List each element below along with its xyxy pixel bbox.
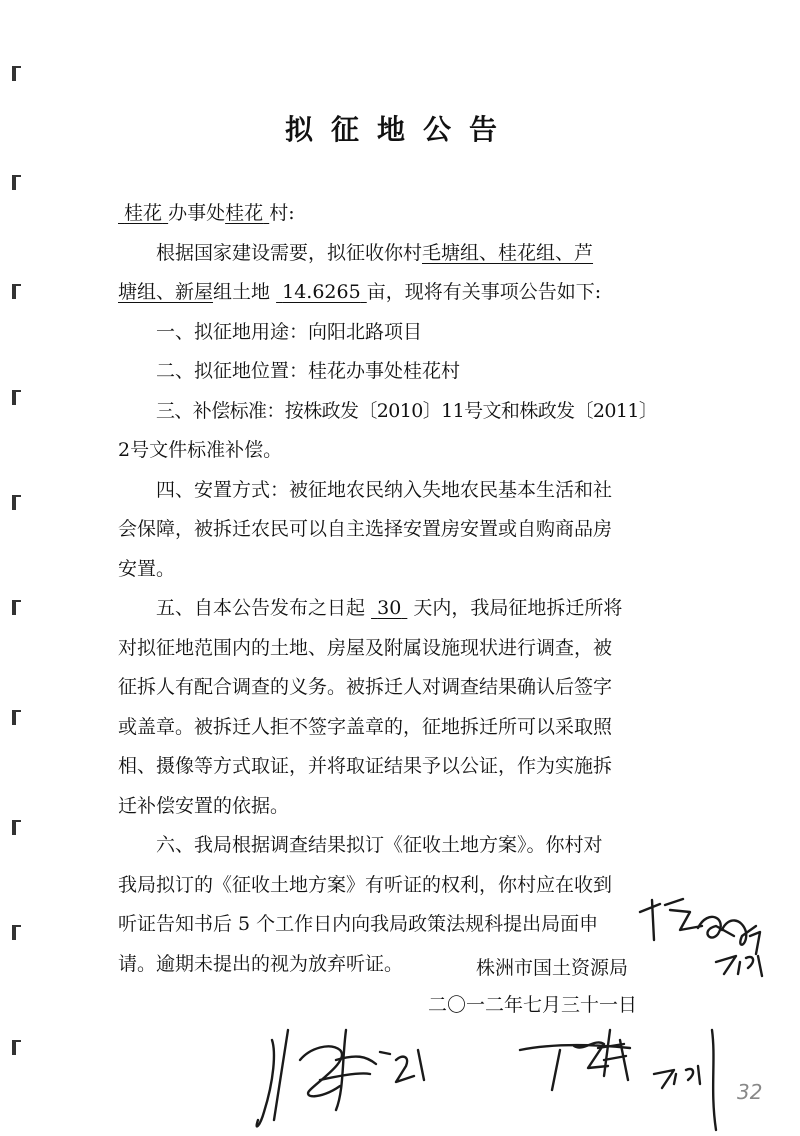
item-6-line-3: 听证告知书后 5 个工作日内向我局政策法规科提出局面申 (118, 913, 599, 935)
item-4-line-1: 四、安置方式：被征地农民纳入失地农民基本生活和社 (156, 478, 613, 501)
issuing-organization: 株洲市国土资源局 (476, 957, 629, 979)
item-4-line-2: 会保障，被拆迁农民可以自主选择安置房安置或自购商品房 (118, 518, 613, 540)
item-5-line-5: 相、摄像等方式取证，并将取证结果予以公证，作为实施拆 (118, 755, 613, 777)
signature-lower-middle (520, 1030, 716, 1130)
item-3-line-2: 2号文件标准补偿。 (118, 439, 283, 461)
item-3-line-1: 三、补偿标准：按株政发〔2010〕11号文和株政发〔2011〕 (156, 399, 658, 422)
item-5-line-4: 或盖章。被拆迁人拒不签字盖章的，征地拆迁所可以采取照 (118, 715, 613, 738)
item-text: 天内，我局征地拆迁所将 (413, 597, 623, 619)
group-names: 毛塘组、桂花组、芦 (422, 241, 594, 264)
office-name: 桂花 (124, 202, 163, 224)
land-area: 14.6265 (282, 281, 361, 303)
page-number: 32 (737, 1080, 763, 1104)
item-4-line-3: 安置。 (118, 557, 176, 580)
issue-date: 二〇一二年七月三十一日 (428, 994, 638, 1016)
village-name: 桂花 (225, 202, 264, 224)
intro-text: 根据国家建设需要，拟征收你村 (156, 241, 423, 264)
intro-text: 组土地 (213, 281, 271, 303)
office-suffix: 办事处 (168, 202, 226, 224)
group-names: 塘组、新屋 (118, 281, 214, 303)
intro-text: 亩，现将有关事项公告如下: (366, 281, 602, 303)
item-2: 二、拟征地位置：桂花办事处桂花村 (156, 360, 461, 382)
days-count: 30 (377, 597, 402, 619)
item-6-line-1: 六、我局根据调查结果拟订《征收土地方案》。你村对 (156, 834, 603, 856)
item-1: 一、拟征地用途：向阳北路项目 (156, 320, 423, 343)
item-5-line-6: 迁补偿安置的依据。 (118, 794, 290, 817)
item-6-line-4: 请。逾期未提出的视为放弃听证。 (118, 952, 404, 975)
item-6-line-2: 我局拟订的《征收土地方案》有听证的权利，你村应在收到 (118, 873, 613, 896)
item-5-line-2: 对拟征地范围内的土地、房屋及附属设施现状进行调查，被 (118, 636, 613, 659)
document-title: 拟征地公告 (284, 113, 515, 146)
signature-upper-right (640, 899, 762, 976)
village-suffix: 村: (269, 202, 295, 224)
item-text: 五、自本公告发布之日起 (156, 597, 366, 619)
item-5-line-3: 征拆人有配合调查的义务。被拆迁人对调查结果确认后签字 (118, 676, 613, 698)
signature-lower-left (257, 1030, 424, 1126)
